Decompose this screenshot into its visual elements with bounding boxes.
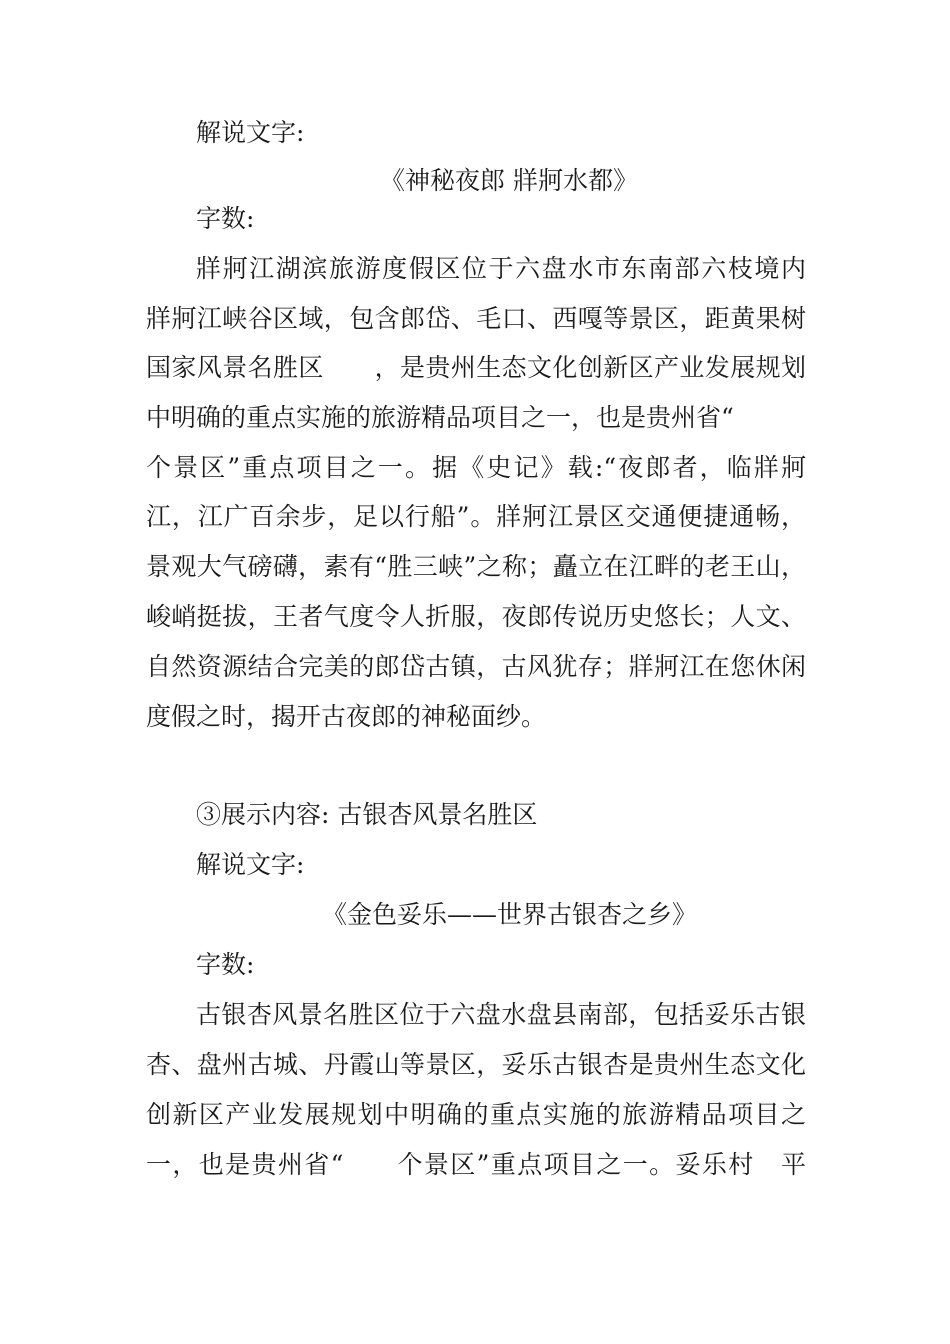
- paragraph-line: 牂牁江峡谷区域，包含郎岱、毛口、西嘎等景区，距黄果树: [146, 304, 806, 333]
- paragraph-line: 杏、盘州古城、丹霞山等景区，妥乐古银杏是贵州生态文化: [146, 1050, 806, 1079]
- narration-label: 解说文字:: [196, 118, 305, 147]
- section-title: 《金色妥乐——世界古银杏之乡》: [322, 900, 698, 929]
- paragraph-line: 中明确的重点实施的旅游精品项目之一，也是贵州省“: [146, 403, 734, 432]
- paragraph-line: 创新区产业发展规划中明确的重点实施的旅游精品项目之: [146, 1100, 806, 1129]
- paragraph-line: 个景区”重点项目之一。据《史记》载:“夜郎者，临牂牁: [146, 453, 806, 482]
- display-content-heading: ③展示内容: 古银杏风景名胜区: [196, 800, 538, 829]
- paragraph-line: 自然资源结合完美的郎岱古镇，古风犹存；牂牁江在您休闲: [146, 652, 806, 681]
- paragraph-line: 度假之时，揭开古夜郎的神秘面纱。: [146, 702, 547, 731]
- paragraph-line: 江，江广百余步，足以行船”。牂牁江景区交通便捷通畅，: [146, 502, 806, 531]
- word-count-label: 字数:: [196, 950, 255, 979]
- section-title: 《神秘夜郎 牂牁水都》: [380, 166, 638, 195]
- narration-label: 解说文字:: [196, 850, 305, 879]
- paragraph-line: 景观大气磅礴，素有“胜三峡”之称；矗立在江畔的老王山，: [146, 552, 806, 581]
- paragraph-line: 一，也是贵州省“ 个景区”重点项目之一。妥乐村 平: [146, 1150, 806, 1179]
- paragraph-line: 峻峭挺拔，王者气度令人折服，夜郎传说历史悠长；人文、: [146, 602, 806, 631]
- paragraph-line: 国家风景名胜区 ，是贵州生态文化创新区产业发展规划: [146, 353, 806, 382]
- paragraph-line: 古银杏风景名胜区位于六盘水盘县南部，包括妥乐古银: [196, 1000, 806, 1029]
- word-count-label: 字数:: [196, 204, 255, 233]
- paragraph-line: 牂牁江湖滨旅游度假区位于六盘水市东南部六枝境内: [196, 254, 806, 283]
